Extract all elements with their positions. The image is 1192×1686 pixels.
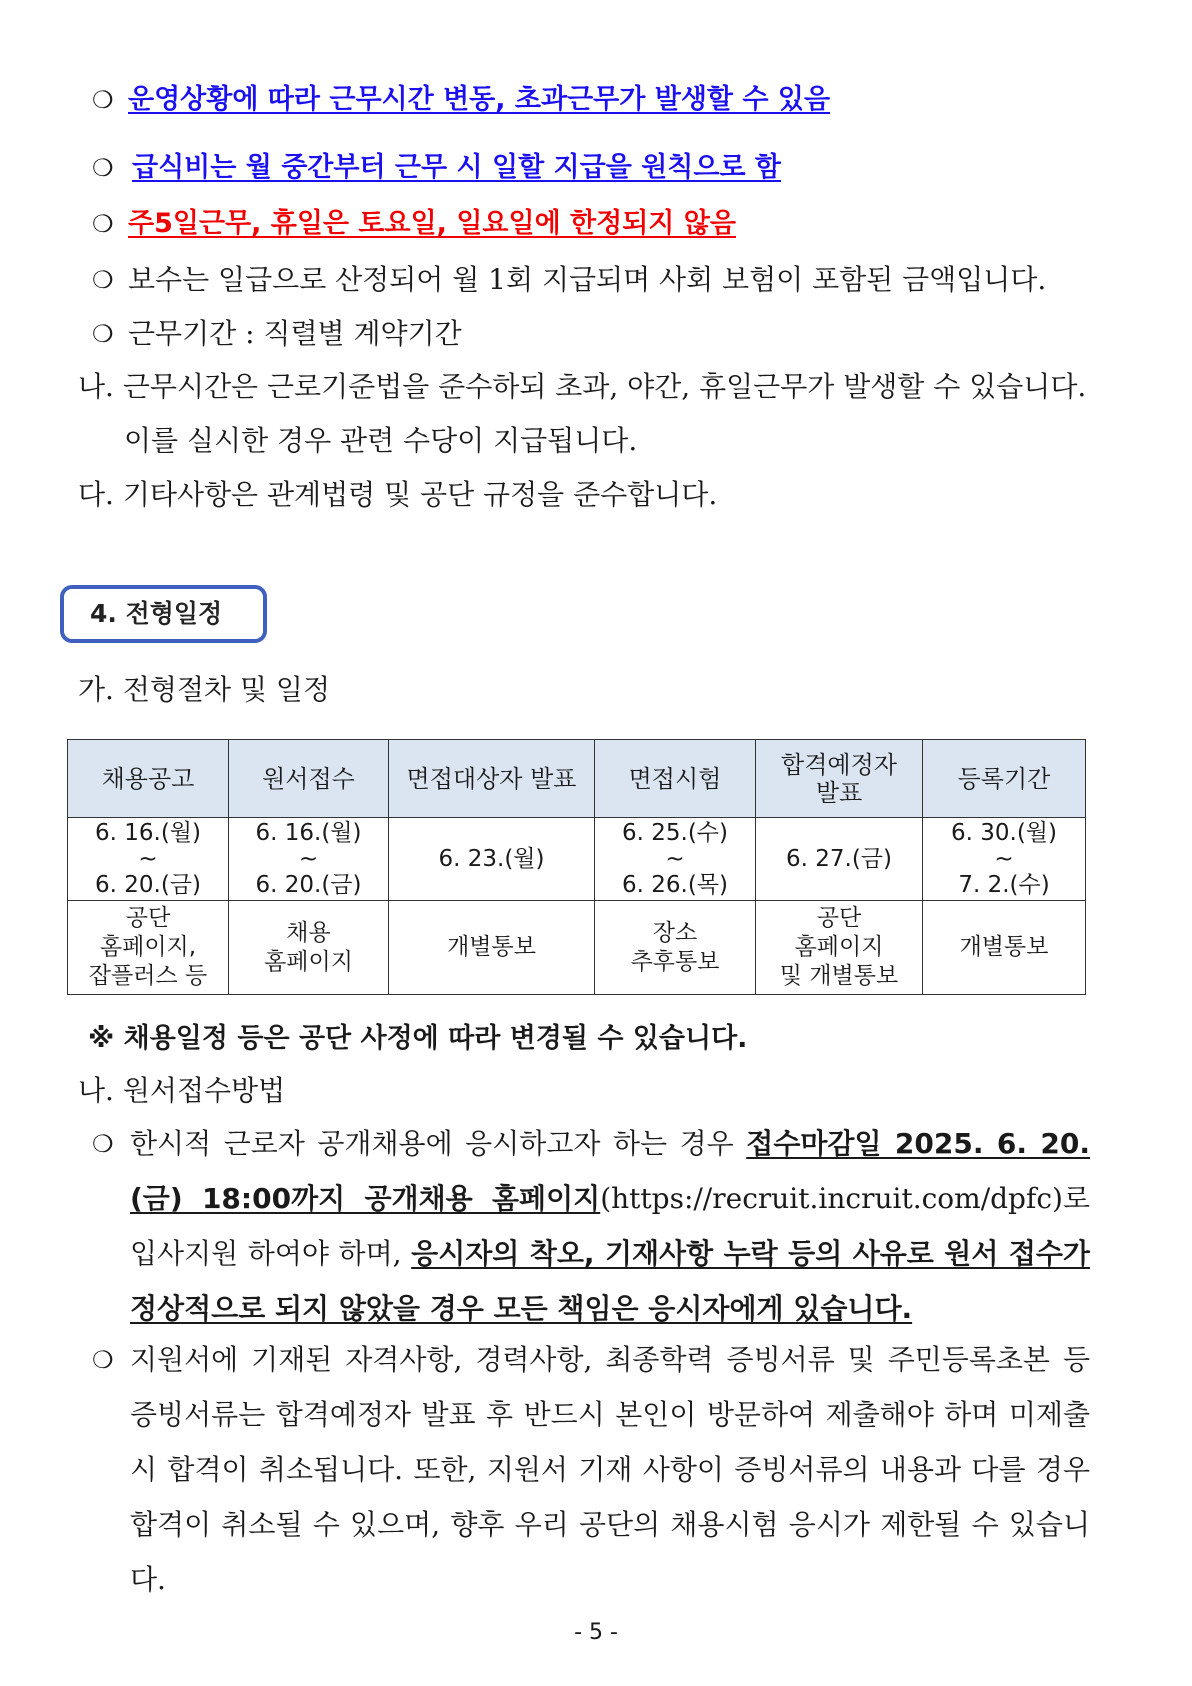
notice-cell: 채용 홈페이지 — [229, 901, 389, 995]
header-cell: 원서접수 — [229, 740, 389, 818]
section-title-box — [60, 585, 267, 643]
schedule-table — [67, 739, 1086, 995]
date-cell: 6. 23.(월) — [389, 818, 595, 901]
bullet-text-1: 운영상황에 따라 근무시간 변동, 초과근무가 발생할 수 있음 — [128, 84, 831, 115]
method-text-1: 한시적 근로자 공개채용에 응시하고자 하는 경우 — [130, 1127, 747, 1160]
sub-heading-na: 나. 원서접수방법 — [78, 1074, 286, 1107]
section-title: 4. 전형일정 — [90, 599, 223, 628]
item-na-line1: 나. 근무시간은 근로기준법을 준수하되 초과, 야간, 휴일근무가 발생할 수 있습니다. — [78, 370, 1087, 403]
bullet-icon: ❍ — [92, 154, 114, 182]
bullet-text-3: 주5일근무, 휴일은 토요일, 일요일에 한정되지 않음 — [128, 208, 736, 239]
date-cell: 6. 27.(금) — [756, 818, 923, 901]
schedule-header-row — [68, 740, 1086, 818]
notice-cell: 개별통보 — [389, 901, 595, 995]
application-method-paragraph — [130, 1116, 1090, 1336]
item-na-line2: 이를 실시한 경우 관련 수당이 지급됩니다. — [124, 424, 638, 457]
header-cell: 면접시험 — [595, 740, 756, 818]
item-da: 다. 기타사항은 관계법령 및 공단 규정을 준수합니다. — [78, 478, 718, 511]
notice-cell: 개별통보 — [923, 901, 1086, 995]
date-cell: 6. 30.(월) ~ 7. 2.(수) — [923, 818, 1086, 901]
notice-cell: 장소 추후통보 — [595, 901, 756, 995]
header-cell: 채용공고 — [68, 740, 229, 818]
sub-heading-ga: 가. 전형절차 및 일정 — [78, 673, 330, 706]
schedule-date-row — [68, 818, 1086, 901]
date-cell: 6. 16.(월) ~ 6. 20.(금) — [68, 818, 229, 901]
date-cell: 6. 25.(수) ~ 6. 26.(목) — [595, 818, 756, 901]
schedule-change-notice: ※ 채용일정 등은 공단 사정에 따라 변경될 수 있습니다. — [88, 1023, 748, 1054]
documents-paragraph: 지원서에 기재된 자격사항, 경력사항, 최종학력 증빙서류 및 주민등록초본 등 증빙서류는 합격예정자 발표 후 반드시 본인이 방문하여 제출해야 하며 미제출 시 합격이 취소됩니다. 또한, 지원서 기재 사항이 증빙서류의 내용과 다를 경우 합격이 취소될 수 있으며, 향후 우리 공단의 채용시험 응시가 제한될 수 있습니다. — [130, 1343, 1090, 1596]
method-text-2: (https://recruit.incruit.com/dpfc)로 입사지원 하여야 하며, — [130, 1182, 1090, 1270]
responsibility-text: 응시자의 착오, 기재사항 누락 등의 사유로 원서 접수가 정상적으로 되지 않았을 경우 모든 책임은 응시자에게 있습니다. — [130, 1237, 1090, 1325]
schedule-notice-row — [68, 901, 1086, 995]
bullet-icon: ❍ — [92, 1130, 114, 1158]
bullet-icon: ❍ — [92, 266, 114, 294]
notice-cell: 공단 홈페이지 및 개별통보 — [756, 901, 923, 995]
bullet-text-2: 급식비는 월 중간부터 근무 시 일할 지급을 원칙으로 함 — [132, 152, 782, 183]
bullet-icon: ❍ — [92, 86, 114, 114]
bullet-icon: ❍ — [92, 320, 114, 348]
bullet-icon: ❍ — [92, 1346, 114, 1374]
date-cell: 6. 16.(월) ~ 6. 20.(금) — [229, 818, 389, 901]
page-number: - 5 - — [574, 1620, 618, 1645]
bullet-text-4: 보수는 일급으로 산정되어 월 1회 지급되며 사회 보험이 포함된 금액입니다. — [128, 263, 1047, 296]
header-cell: 면접대상자 발표 — [389, 740, 595, 818]
header-cell: 합격예정자 발표 — [756, 740, 923, 818]
deadline-text: 접수마감일 2025. 6. 20.(금) 18:00까지 공개채용 홈페이지 — [130, 1127, 1090, 1215]
bullet-text-5: 근무기간 : 직렬별 계약기간 — [128, 317, 462, 350]
bullet-icon: ❍ — [92, 210, 114, 238]
notice-cell: 공단 홈페이지, 잡플러스 등 — [68, 901, 229, 995]
header-cell: 등록기간 — [923, 740, 1086, 818]
